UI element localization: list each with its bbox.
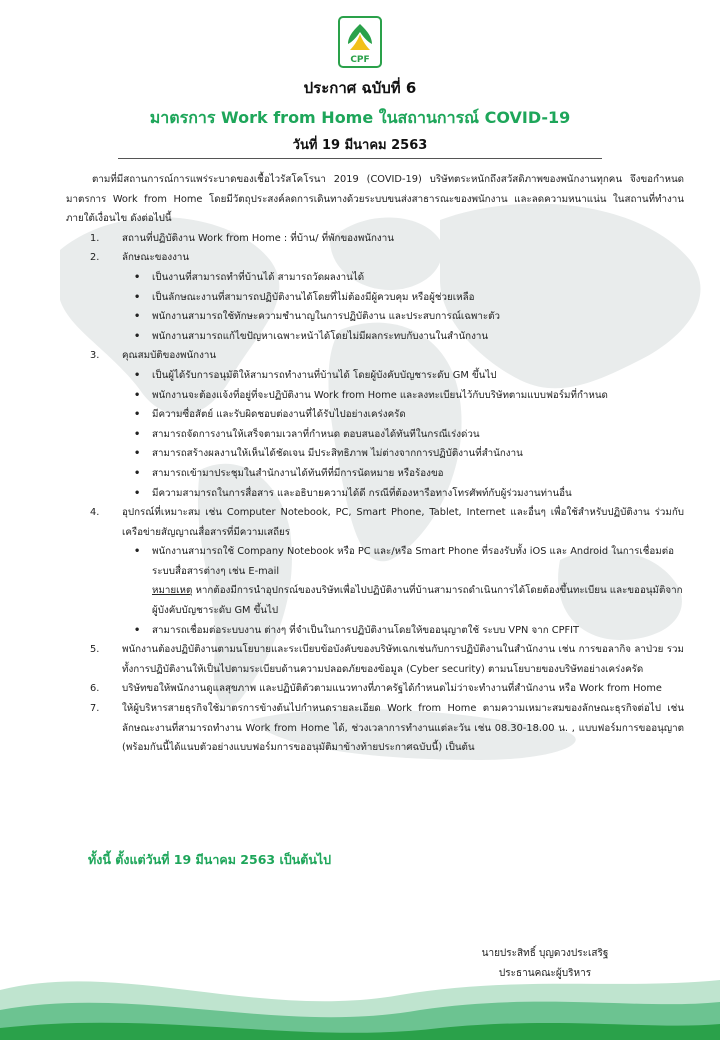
cpf-logo bbox=[338, 16, 382, 68]
item-5: 5. พนักงานต้องปฏิบัติงานตามนโยบายและระเบียบข้อบังคับของบริษัทเฉกเช่นกับการปฏิบัติงานในสำนักงาน เช่น การขอลากิจ ลาป่วย รวมทั้งการปฏิบัติงานให้เป็นไปตามระเบียบด้านความปลอดภัยของข้อมูล (Cyber security) ตามนโยบายของบริษัทอย่างเคร่งครัด bbox=[90, 644, 684, 675]
list-item: • มีความซื่อสัตย์ และรับผิดชอบต่องานที่ได้รับไปอย่างเคร่งครัด bbox=[66, 405, 684, 425]
list-item: • พนักงานจะต้องแจ้งที่อยู่ที่จะปฏิบัติงาน Work from Home และลงทะเบียนไว้กับบริษัทตามแบบฟอร์มที่กำหนด bbox=[66, 386, 684, 406]
item-4: 4. อุปกรณ์ที่เหมาะสม เช่น Computer Notebook, PC, Smart Phone, Tablet, Internet และอื่นๆ เพื่อใช้สำหรับปฏิบัติงาน ร่วมกับเครือข่ายสัญญาณสื่อสารที่มีความเสถียร bbox=[90, 507, 684, 538]
announcement-title: มาตรการ Work from Home ในสถานการณ์ COVID-19 bbox=[149, 108, 571, 127]
bullet-icon: • bbox=[134, 409, 141, 421]
list-item: • สามารถเชื่อมต่อระบบงาน ต่างๆ ที่จำเป็นในการปฏิบัติงานโดยให้ขออนุญาตใช้ ระบบ VPN จาก CPFIT bbox=[66, 621, 684, 641]
bullet-icon: • bbox=[134, 271, 141, 283]
item-3: 3. คุณสมบัติของพนักงาน bbox=[90, 350, 217, 362]
item-7: 7. ให้ผู้บริหารสายธุรกิจใช้มาตรการข้างต้นไปกำหนดรายละเอียด Work from Home ตามความเหมาะสมของลักษณะธุรกิจต่อไป เช่น ลักษณะงานที่สามารถทำงาน Work from Home ได้, ช่วงเวลาการทำงานแต่ละวัน เช่น 08.30-18.00 น. , แบบฟอร์มการขออนุญาต (พร้อมกันนี้ได้แนบตัวอย่างแบบฟอร์มการขออนุมัติมาข้างท้ายประกาศฉบับนี้) เป็นต้น bbox=[90, 703, 684, 754]
effective-prefix: ทั้งนี้ bbox=[88, 852, 116, 867]
title-divider bbox=[118, 158, 602, 159]
signer-name: นายประสิทธิ์ บุญดวงประเสริฐ bbox=[481, 948, 609, 959]
bullet-icon: • bbox=[134, 448, 141, 460]
announcement-number: ประกาศ ฉบับที่ 6 bbox=[303, 79, 417, 97]
list-item: • มีความสามารถในการสื่อสาร และอธิบายความได้ดี กรณีที่ต้องหารือทางโทรศัพท์กับผู้ร่วมงานท่านอื่น bbox=[66, 484, 684, 504]
device-note bbox=[66, 581, 684, 620]
note-label: หมายเหตุ bbox=[152, 585, 193, 597]
list-item: • เป็นผู้ได้รับการอนุมัติให้สามารถทำงานที่บ้านได้ โดยผู้บังคับบัญชาระดับ GM ขึ้นไป bbox=[66, 366, 684, 386]
announcement-body bbox=[66, 170, 684, 758]
intro-paragraph: ตามที่มีสถานการณ์การแพร่ระบาดของเชื้อไวรัสโคโรนา 2019 (COVID-19) บริษัทตระหนักถึงสวัสดิภาพของพนักงานทุกคน จึงขอกำหนดมาตรการ Work from Home โดยมีวัตถุประสงค์ลดการเดินทางด้วยระบบขนส่งสาธารณะของพนักงาน และลดความหนาแน่น ในสถานที่ทำงาน ภายใต้เงื่อนไข ดังต่อไปนี้ bbox=[66, 174, 684, 225]
list-item: • สามารถเข้ามาประชุมในสำนักงานได้ทันทีที่มีการนัดหมาย หรือร้องขอ bbox=[66, 464, 684, 484]
signature-block bbox=[430, 944, 660, 984]
effective-date bbox=[88, 850, 331, 870]
bullet-icon: • bbox=[134, 487, 141, 499]
item-6: 6. บริษัทขอให้พนักงานดูแลสุขภาพ และปฏิบัติตัวตามแนวทางที่ภาครัฐได้กำหนดไม่ว่าจะทำงานที่สำนักงาน หรือ Work from Home bbox=[90, 683, 662, 695]
bullet-icon: • bbox=[134, 389, 141, 401]
bullet-icon: • bbox=[134, 624, 141, 636]
list-item: • เป็นงานที่สามารถทำที่บ้านได้ สามารถวัดผลงานได้ bbox=[66, 268, 684, 288]
list-item: • พนักงานสามารถใช้ Company Notebook หรือ PC และ/หรือ Smart Phone ที่รองรับทั้ง iOS และ Android ในการเชื่อมต่อระบบสื่อสารต่างๆ เช่น E-mail bbox=[66, 542, 684, 581]
bullet-icon: • bbox=[134, 291, 141, 303]
bullet-icon: • bbox=[134, 546, 141, 558]
bullet-icon: • bbox=[134, 311, 141, 323]
list-item: • พนักงานสามารถแก้ไขปัญหาเฉพาะหน้าได้โดยไม่มีผลกระทบกับงานในสำนักงาน bbox=[66, 327, 684, 347]
list-item: • สามารถสร้างผลงานให้เห็นได้ชัดเจน มีประสิทธิภาพ ไม่ต่างจากการปฏิบัติงานที่สำนักงาน bbox=[66, 444, 684, 464]
item-1: 1. สถานที่ปฏิบัติงาน Work from Home : ที่บ้าน/ ที่พักของพนักงาน bbox=[90, 232, 394, 244]
bullet-icon: • bbox=[134, 330, 141, 342]
logo-text: CPF bbox=[350, 55, 370, 65]
bullet-icon: • bbox=[134, 428, 141, 440]
list-item: • เป็นลักษณะงานที่สามารถปฏิบัติงานได้โดยที่ไม่ต้องมีผู้ควบคุม หรือผู้ช่วยเหลือ bbox=[66, 288, 684, 308]
bullet-icon: • bbox=[134, 467, 141, 479]
list-item: • พนักงานสามารถใช้ทักษะความชำนาญในการปฏิบัติงาน และประสบการณ์เฉพาะตัว bbox=[66, 307, 684, 327]
bullet-icon: • bbox=[134, 369, 141, 381]
list-item: • สามารถจัดการงานให้เสร็จตามเวลาที่กำหนด ตอบสนองได้ทันทีในกรณีเร่งด่วน bbox=[66, 425, 684, 445]
signer-position: ประธานคณะผู้บริหาร bbox=[498, 968, 592, 979]
note-text: หากต้องมีการนำอุปกรณ์ของบริษัทเพื่อไปปฏิบัติงานที่บ้านสามารถดำเนินการได้โดยต้องขึ้นทะเบียน และขออนุมัติจากผู้บังคับบัญชาระดับ GM ขึ้นไป bbox=[152, 585, 683, 617]
item-2: 2. ลักษณะของงาน bbox=[90, 252, 190, 264]
announcement-date: วันที่ 19 มีนาคม 2563 bbox=[292, 138, 428, 153]
effective-date-text: ตั้งแต่วันที่ 19 มีนาคม 2563 เป็นต้นไป bbox=[115, 852, 332, 867]
